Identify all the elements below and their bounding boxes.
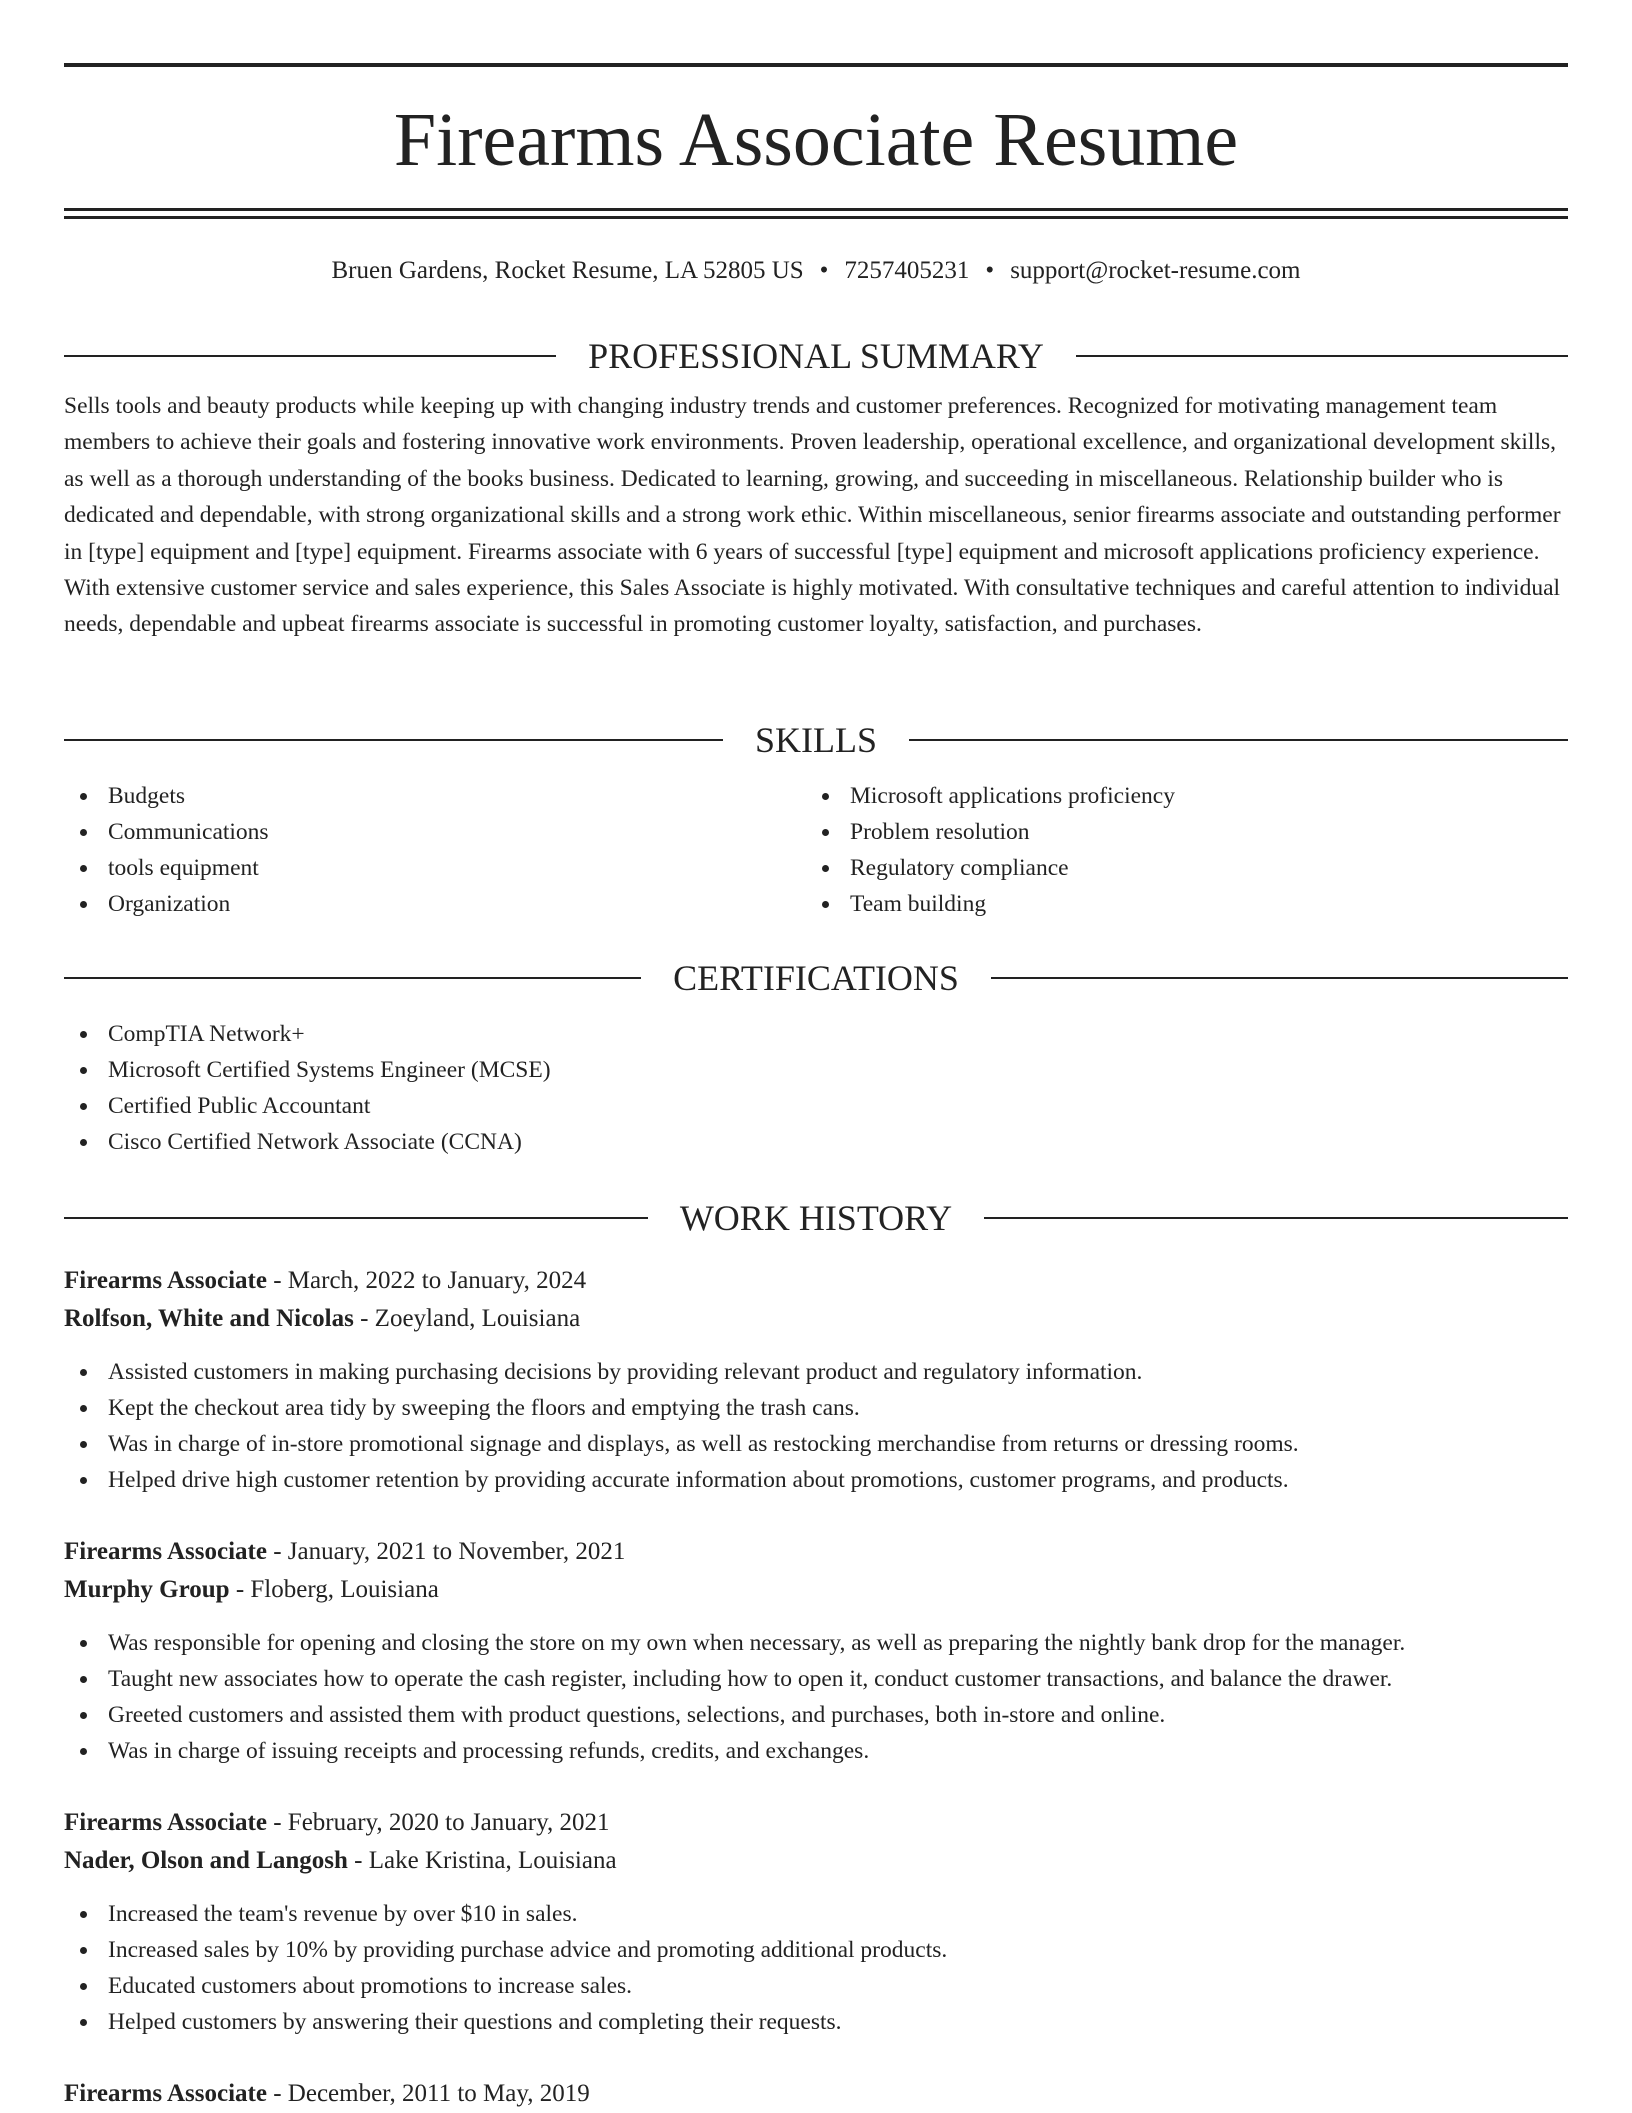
job-bullet: Increased the team's revenue by over $10 in sales. bbox=[64, 1896, 1568, 1932]
certification-item: Cisco Certified Network Associate (CCNA) bbox=[64, 1124, 1568, 1160]
certifications-heading-row bbox=[64, 956, 1568, 1000]
skill-item: Team building bbox=[806, 886, 1548, 922]
job-dates: - March, 2022 to January, 2024 bbox=[266, 1267, 587, 1294]
heading-rule-right bbox=[991, 977, 1568, 979]
job-company-line bbox=[64, 1571, 1568, 1609]
skills-heading-row bbox=[64, 718, 1568, 762]
job-title-line bbox=[64, 1262, 1568, 1300]
skill-item: Microsoft applications proficiency bbox=[806, 778, 1548, 814]
job-bullets bbox=[64, 1354, 1568, 1498]
work-history-heading: WORK HISTORY bbox=[679, 1198, 953, 1238]
job-bullet: Was in charge of in-store promotional signage and displays, as well as restocking merchandise from returns or dressing rooms. bbox=[64, 1426, 1568, 1462]
skill-item: Communications bbox=[64, 814, 806, 850]
job-title: Firearms Associate bbox=[64, 1538, 267, 1565]
job-bullet: Was responsible for opening and closing the store on my own when necessary, as well as preparing the nightly bank drop for the manager. bbox=[64, 1625, 1568, 1661]
heading-rule-right bbox=[984, 1217, 1568, 1219]
heading-rule-left bbox=[64, 977, 641, 979]
skills-section bbox=[64, 718, 1568, 922]
job-bullet: Increased sales by 10% by providing purchase advice and promoting additional products. bbox=[64, 1932, 1568, 1968]
skills-column-right bbox=[806, 778, 1548, 922]
work-history-section bbox=[64, 1196, 1568, 1240]
job-title: Firearms Associate bbox=[64, 2080, 267, 2107]
contact-address: Bruen Gardens, Rocket Resume, LA 52805 US bbox=[331, 257, 804, 284]
contact-phone: 7257405231 bbox=[844, 257, 970, 284]
skill-item: Problem resolution bbox=[806, 814, 1548, 850]
summary-text: Sells tools and beauty products while keeping up with changing industry trends and customer preferences. Recognized for motivating management team members to achieve their goals and fostering innovative work environments. Proven leadership, operational excellence, and organizational development skills, as well as a thorough understanding of the books business. Dedicated to learning, growing, and succeeding in miscellaneous. Relationship builder who is dedicated and dependable, with strong organizational skills and a strong work ethic. Within miscellaneous, senior firearms associate and outstanding performer in [type] equipment and [type] equipment. Firearms associate with 6 years of successful [type] equipment and microsoft applications proficiency experience. With extensive customer service and sales experience, this Sales Associate is highly motivated. With consultative techniques and careful attention to individual needs, dependable and upbeat firearms associate is successful in promoting customer loyalty, satisfaction, and purchases. bbox=[64, 393, 1561, 638]
certifications-heading: CERTIFICATIONS bbox=[673, 958, 959, 998]
contact-line bbox=[64, 254, 1568, 288]
job-bullet: Kept the checkout area tidy by sweeping the floors and emptying the trash cans. bbox=[64, 1390, 1568, 1426]
job-entry bbox=[64, 2075, 1568, 2113]
skills-column-left bbox=[64, 778, 806, 922]
job-company-line bbox=[64, 1842, 1568, 1880]
skill-item: tools equipment bbox=[64, 850, 806, 886]
job-dates: - February, 2020 to January, 2021 bbox=[266, 1809, 610, 1836]
certifications-list bbox=[64, 1016, 1568, 1160]
job-bullet: Was in charge of issuing receipts and processing refunds, credits, and exchanges. bbox=[64, 1733, 1568, 1769]
job-location: - Floberg, Louisiana bbox=[229, 1576, 439, 1603]
skill-item: Organization bbox=[64, 886, 806, 922]
heading-rule-left bbox=[64, 739, 723, 741]
skill-item: Budgets bbox=[64, 778, 806, 814]
job-location: - Zoeyland, Louisiana bbox=[353, 1305, 581, 1332]
heading-rule-right bbox=[909, 739, 1568, 741]
skills-heading: SKILLS bbox=[755, 720, 878, 760]
job-title-line bbox=[64, 2075, 1568, 2113]
job-bullets bbox=[64, 1625, 1568, 1769]
job-company: Rolfson, White and Nicolas bbox=[64, 1305, 354, 1332]
job-bullets bbox=[64, 1896, 1568, 2040]
certification-item: CompTIA Network+ bbox=[64, 1016, 1568, 1052]
title-rule-upper bbox=[64, 208, 1568, 211]
work-history-heading-row bbox=[64, 1196, 1568, 1240]
contact-separator: • bbox=[985, 257, 995, 284]
skill-item: Regulatory compliance bbox=[806, 850, 1548, 886]
job-title-line bbox=[64, 1533, 1568, 1571]
job-bullet: Helped drive high customer retention by providing accurate information about promotions, customer programs, and products. bbox=[64, 1462, 1568, 1498]
contact-separator: • bbox=[819, 257, 829, 284]
job-entry bbox=[64, 1804, 1568, 2040]
job-dates: - December, 2011 to May, 2019 bbox=[266, 2080, 590, 2107]
skills-grid bbox=[64, 778, 1568, 922]
contact-email: support@rocket-resume.com bbox=[1010, 257, 1301, 284]
job-bullet: Helped customers by answering their questions and completing their requests. bbox=[64, 2004, 1568, 2040]
top-rule bbox=[64, 63, 1568, 67]
summary-heading: PROFESSIONAL SUMMARY bbox=[588, 336, 1044, 376]
job-bullet: Educated customers about promotions to increase sales. bbox=[64, 1968, 1568, 2004]
job-title: Firearms Associate bbox=[64, 1267, 267, 1294]
job-bullet: Taught new associates how to operate the cash register, including how to open it, conduct customer transactions, and balance the drawer. bbox=[64, 1661, 1568, 1697]
certifications-section bbox=[64, 956, 1568, 1160]
job-company: Murphy Group bbox=[64, 1576, 230, 1603]
job-dates: - January, 2021 to November, 2021 bbox=[266, 1538, 626, 1565]
job-company: Nader, Olson and Langosh bbox=[64, 1847, 348, 1874]
certification-item: Microsoft Certified Systems Engineer (MCSE) bbox=[64, 1052, 1568, 1088]
summary-section bbox=[64, 334, 1568, 643]
job-title: Firearms Associate bbox=[64, 1809, 267, 1836]
job-company-line bbox=[64, 1300, 1568, 1338]
summary-heading-row bbox=[64, 334, 1568, 378]
job-entry bbox=[64, 1533, 1568, 1769]
heading-rule-right bbox=[1076, 355, 1568, 357]
certification-item: Certified Public Accountant bbox=[64, 1088, 1568, 1124]
job-bullet: Assisted customers in making purchasing decisions by providing relevant product and regulatory information. bbox=[64, 1354, 1568, 1390]
heading-rule-left bbox=[64, 1217, 648, 1219]
job-entry bbox=[64, 1262, 1568, 1498]
title-rule-lower bbox=[64, 216, 1568, 219]
job-title-line bbox=[64, 1804, 1568, 1842]
resume-title: Firearms Associate Resume bbox=[393, 98, 1239, 182]
heading-rule-left bbox=[64, 355, 556, 357]
job-bullet: Greeted customers and assisted them with product questions, selections, and purchases, both in-store and online. bbox=[64, 1697, 1568, 1733]
job-location: - Lake Kristina, Louisiana bbox=[347, 1847, 617, 1874]
